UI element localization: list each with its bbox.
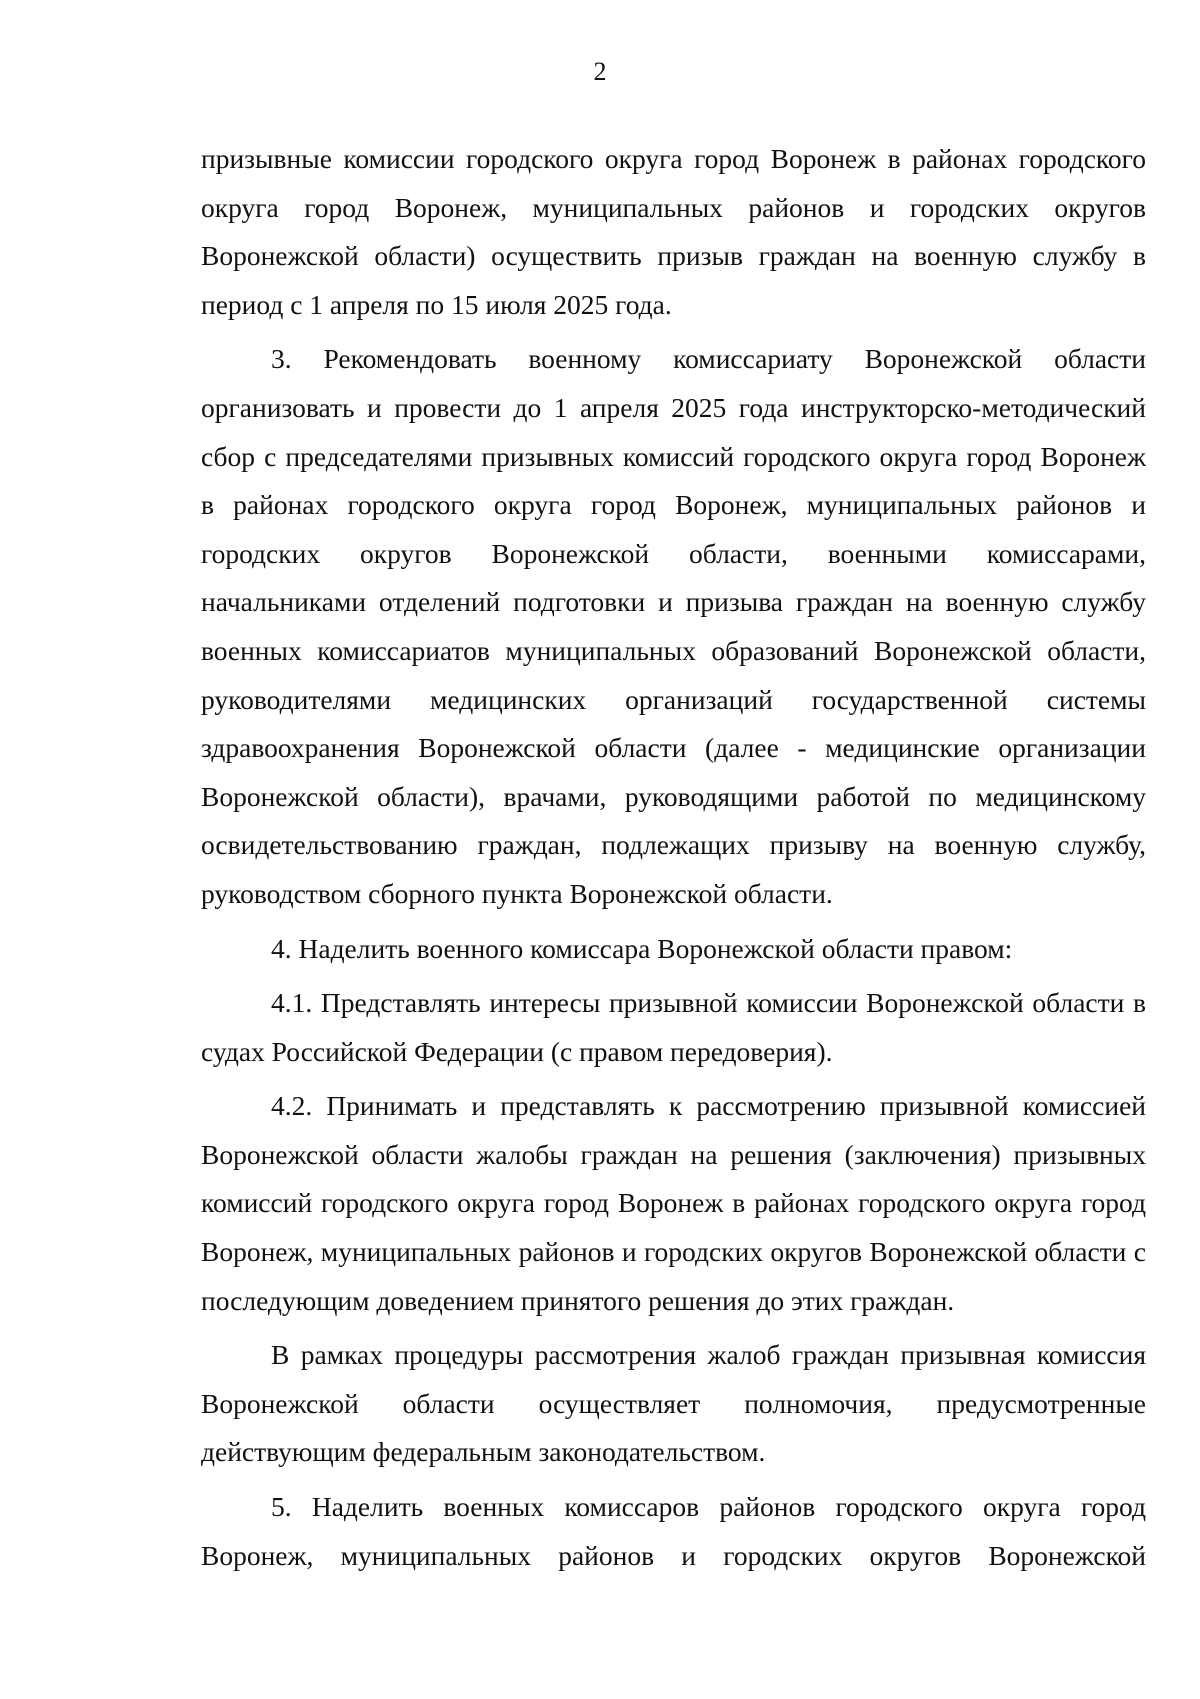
paragraph-clause-3: 3. Рекомендовать военному комиссариату Воронежской области организовать и провести до 1 апреля 2025 года инструкторско-методический сбор с председателями призывных комиссий городского округа город Воронеж в районах городского округа город Воронеж, муниципальных районов и городских округов Воронежской области, военными комиссарами, начальниками отделений подготовки и призыва граждан на военную службу военных комиссариатов муниципальных образований Воронежской области, руководителями медицинских организаций государственной системы здравоохранения Воронежской области (далее - медицинские организации Воронежской области), врачами, руководящими работой по медицинскому освидетельствованию граждан, подлежащих призыву на военную службу, руководством сборного пункта Воронежской области. xyxy=(201,343,1146,909)
paragraph-clause-5: 5. Наделить военных комиссаров районов городского округа город Воронеж, муниципальных районов и городских округов Воронежской xyxy=(201,1491,1146,1571)
paragraph-complaint-procedure: В рамках процедуры рассмотрения жалоб граждан призывная комиссия Воронежской области осуществляет полномочия, предусмотренные действующим федеральным законодательством. xyxy=(201,1339,1146,1468)
page-number: 2 xyxy=(593,57,607,86)
paragraph-continued-clause-2: призывные комиссии городского округа город Воронеж в районах городского округа город Воронеж, муниципальных районов и городских округов Воронежской области) осуществить призыв граждан на военную службу в период с 1 апреля по 15 июля 2025 года. xyxy=(201,143,1146,320)
paragraph-clause-4: 4. Наделить военного комиссара Воронежской области правом: xyxy=(271,932,1013,964)
document-body xyxy=(201,135,1146,1586)
paragraph-clause-4-2: 4.2. Принимать и представлять к рассмотрению призывной комиссией Воронежской области жалобы граждан на решения (заключения) призывных комиссий городского округа город Воронеж в районах городского округа город Воронеж, муниципальных районов и городских округов Воронежской области с последующим доведением принятого решения до этих граждан. xyxy=(201,1090,1146,1316)
paragraph-clause-4-1: 4.1. Представлять интересы призывной комиссии Воронежской области в судах Российской Федерации (с правом передоверия). xyxy=(201,987,1146,1067)
